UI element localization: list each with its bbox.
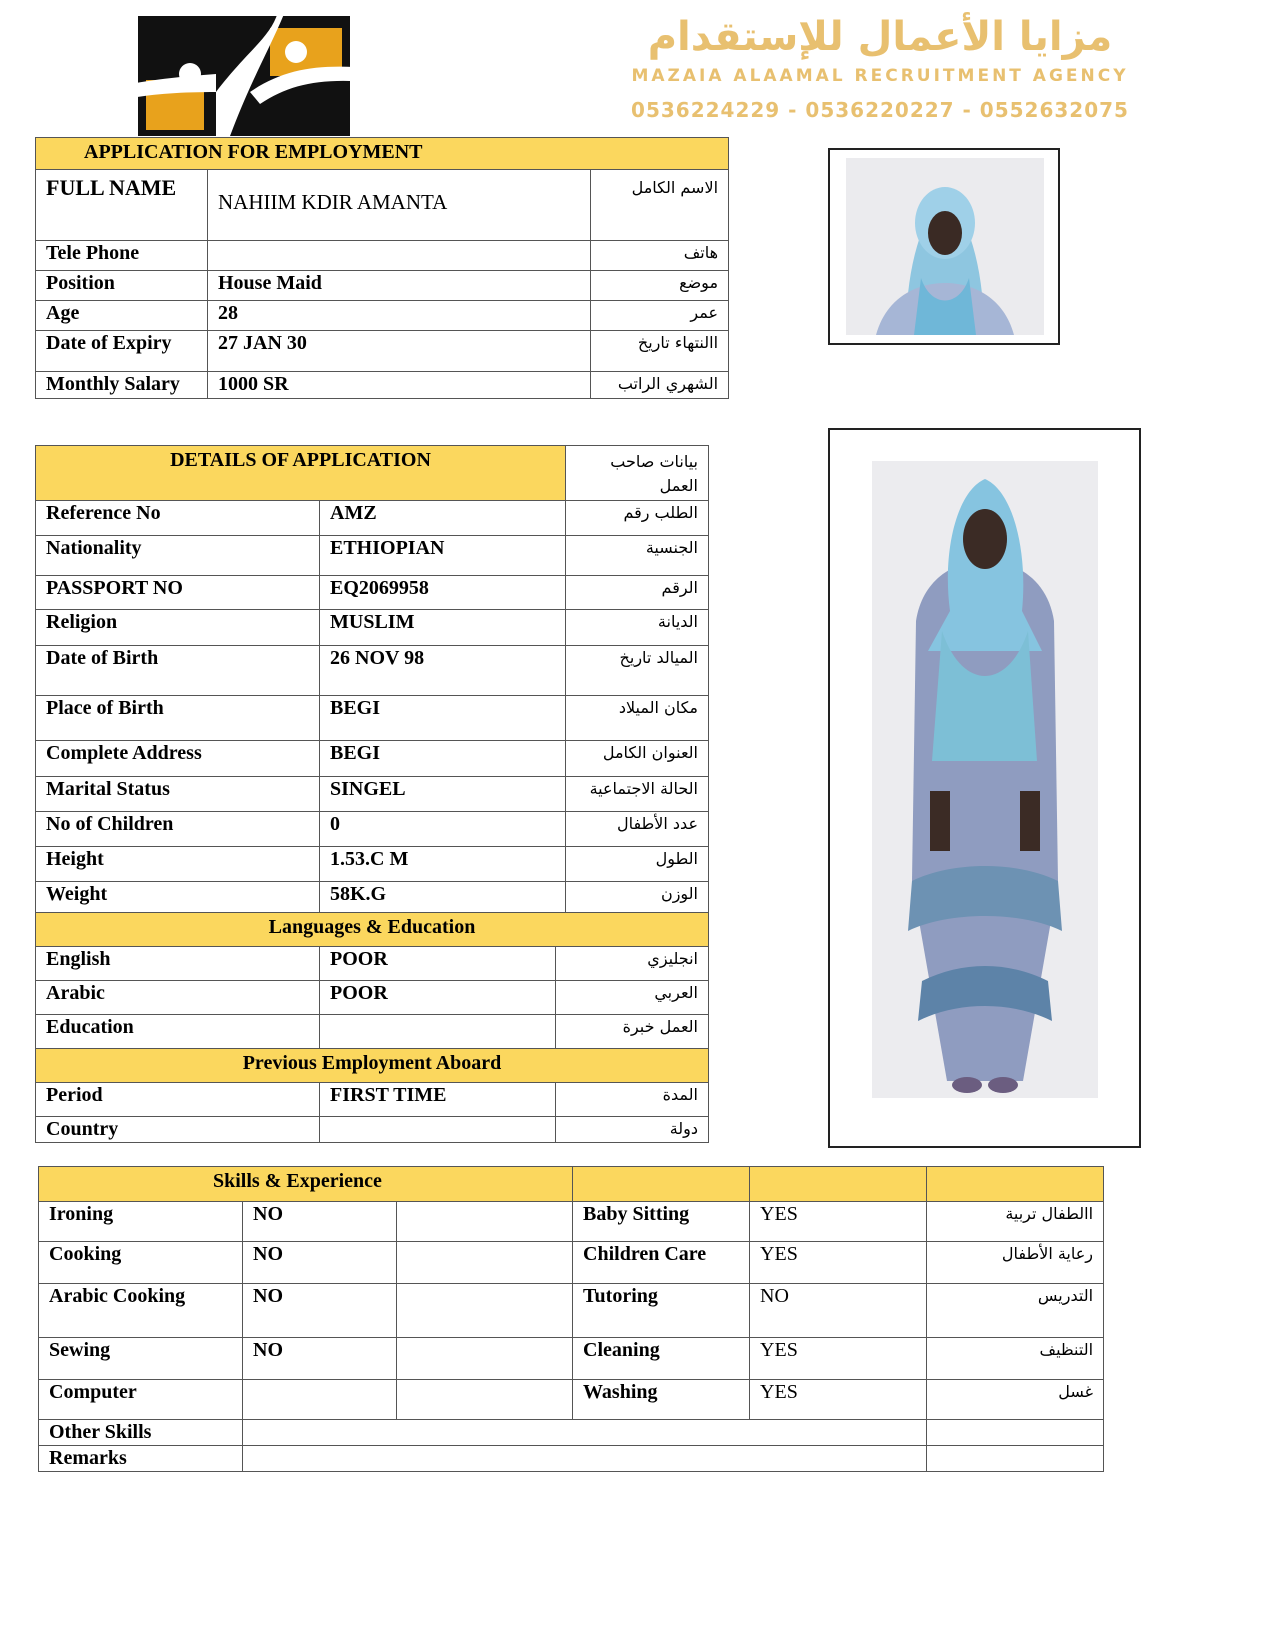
empty-cell — [397, 1380, 573, 1420]
salary-value: 1000 SR — [208, 372, 591, 399]
birth-date-value: 26 NOV 98 — [320, 646, 566, 696]
field-label-arabic: االنتهاء تاريخ — [591, 331, 729, 372]
skills-table — [38, 1166, 1104, 1472]
empty-cell — [927, 1446, 1104, 1472]
field-label: Age — [36, 301, 208, 331]
field-label-arabic: موضع — [591, 271, 729, 301]
table-row — [36, 777, 709, 812]
table-row — [36, 536, 709, 576]
skills-title: Skills & Experience — [39, 1167, 573, 1202]
children-value: 0 — [320, 812, 566, 847]
field-label: Place of Birth — [36, 696, 320, 741]
skill-label: Tutoring — [573, 1284, 750, 1338]
details-title-arabic: بيانات صاحب العمل — [566, 446, 709, 501]
field-label: Country — [36, 1117, 320, 1143]
field-label-arabic: عدد الأطفال — [566, 812, 709, 847]
arabic-value: POOR — [320, 981, 556, 1015]
field-label: Height — [36, 847, 320, 882]
table-row — [36, 1117, 709, 1143]
header-cell — [927, 1167, 1104, 1202]
skill-label-arabic: التدريس — [927, 1284, 1104, 1338]
field-label-arabic: العنوان الكامل — [566, 741, 709, 777]
empty-cell — [397, 1284, 573, 1338]
skill-value: NO — [243, 1202, 397, 1242]
field-label: Marital Status — [36, 777, 320, 812]
field-label-arabic: مكان الميلاد — [566, 696, 709, 741]
field-label: Weight — [36, 882, 320, 917]
full-length-photo — [828, 428, 1141, 1148]
table-row — [36, 1015, 709, 1049]
skill-value: YES — [750, 1202, 927, 1242]
passport-value: EQ2069958 — [320, 576, 566, 610]
skill-value — [243, 1380, 397, 1420]
table-row — [36, 646, 709, 696]
field-label: Nationality — [36, 536, 320, 576]
skill-label: Arabic Cooking — [39, 1284, 243, 1338]
birth-place-value: BEGI — [320, 696, 566, 741]
details-table — [35, 445, 709, 917]
table-row — [39, 1202, 1104, 1242]
position-value: House Maid — [208, 271, 591, 301]
skill-label: Ironing — [39, 1202, 243, 1242]
skill-label: Washing — [573, 1380, 750, 1420]
field-label: Position — [36, 271, 208, 301]
field-label-arabic: الميالد تاريخ — [566, 646, 709, 696]
skill-value: YES — [750, 1242, 927, 1284]
field-label: Date of Birth — [36, 646, 320, 696]
field-label-arabic: الوزن — [566, 882, 709, 917]
previous-employment-title: Previous Employment Aboard — [36, 1049, 709, 1083]
field-label-arabic: الشهري الراتب — [591, 372, 729, 399]
field-label-arabic: انجليزي — [556, 947, 709, 981]
skill-label: Baby Sitting — [573, 1202, 750, 1242]
field-label: Arabic — [36, 981, 320, 1015]
table-row — [36, 576, 709, 610]
skill-label: Children Care — [573, 1242, 750, 1284]
table-row — [39, 1338, 1104, 1380]
table-row — [39, 1420, 1104, 1446]
empty-cell — [397, 1242, 573, 1284]
field-label-arabic: الرقم — [566, 576, 709, 610]
header-cell — [573, 1167, 750, 1202]
address-value: BEGI — [320, 741, 566, 777]
skill-label: Sewing — [39, 1338, 243, 1380]
table-row — [39, 1446, 1104, 1472]
full-name-value: NAHIIM KDIR AMANTA — [208, 170, 591, 241]
period-value: FIRST TIME — [320, 1083, 556, 1117]
field-label: Date of Expiry — [36, 331, 208, 372]
application-table — [35, 137, 729, 399]
table-row — [36, 170, 729, 241]
field-label: Tele Phone — [36, 241, 208, 271]
table-row — [36, 847, 709, 882]
table-row — [36, 301, 729, 331]
table-row — [36, 610, 709, 646]
education-value — [320, 1015, 556, 1049]
age-value: 28 — [208, 301, 591, 331]
field-label-arabic: الطلب رقم — [566, 501, 709, 536]
field-label: Period — [36, 1083, 320, 1117]
field-label: Religion — [36, 610, 320, 646]
table-row — [36, 372, 729, 399]
field-label-arabic: الديانة — [566, 610, 709, 646]
table-row — [36, 1083, 709, 1117]
table-row — [39, 1284, 1104, 1338]
table-row — [36, 947, 709, 981]
marital-value: SINGEL — [320, 777, 566, 812]
table-row — [36, 981, 709, 1015]
field-label: Complete Address — [36, 741, 320, 777]
skill-label-arabic: رعاية الأطفال — [927, 1242, 1104, 1284]
remarks-label: Remarks — [39, 1446, 243, 1472]
weight-value: 58K.G — [320, 882, 566, 917]
field-label: Reference No — [36, 501, 320, 536]
field-label: FULL NAME — [36, 170, 208, 241]
agency-logo — [120, 8, 370, 138]
skill-value: NO — [243, 1242, 397, 1284]
reference-value: AMZ — [320, 501, 566, 536]
nationality-value: ETHIOPIAN — [320, 536, 566, 576]
empty-cell — [397, 1338, 573, 1380]
skill-value: YES — [750, 1380, 927, 1420]
skill-label-arabic: غسل — [927, 1380, 1104, 1420]
field-label: Education — [36, 1015, 320, 1049]
english-value: POOR — [320, 947, 556, 981]
field-label-arabic: الطول — [566, 847, 709, 882]
field-label-arabic: الاسم الكامل — [591, 170, 729, 241]
agency-phones: 0536224229 - 0536220227 - 0552632075 — [631, 98, 1129, 122]
table-row — [39, 1380, 1104, 1420]
field-label-arabic: العربي — [556, 981, 709, 1015]
field-label-arabic: الجنسية — [566, 536, 709, 576]
table-row — [36, 696, 709, 741]
field-label-arabic: عمر — [591, 301, 729, 331]
languages-table — [35, 912, 709, 1143]
skill-value: NO — [750, 1284, 927, 1338]
country-value — [320, 1117, 556, 1143]
telephone-value — [208, 241, 591, 271]
field-label-arabic: العمل خبرة — [556, 1015, 709, 1049]
agency-name-english: MAZAIA ALAAMAL RECRUITMENT AGENCY — [631, 66, 1129, 86]
skill-value: NO — [243, 1338, 397, 1380]
skill-label-arabic: التنظيف — [927, 1338, 1104, 1380]
table-row — [39, 1242, 1104, 1284]
skill-label-arabic: االطفال تربية — [927, 1202, 1104, 1242]
agency-name-arabic: مزايا الأعمال للإستقدام — [647, 14, 1113, 60]
table-row — [36, 741, 709, 777]
skill-label: Cooking — [39, 1242, 243, 1284]
table-row — [36, 812, 709, 847]
field-label-arabic: دولة — [556, 1117, 709, 1143]
field-label: PASSPORT NO — [36, 576, 320, 610]
skill-label: Cleaning — [573, 1338, 750, 1380]
field-label-arabic: هاتف — [591, 241, 729, 271]
skill-value: NO — [243, 1284, 397, 1338]
empty-cell — [397, 1202, 573, 1242]
table-row — [36, 271, 729, 301]
other-skills-value — [243, 1420, 927, 1446]
field-label-arabic: المدة — [556, 1083, 709, 1117]
skill-value: YES — [750, 1338, 927, 1380]
table-row — [36, 501, 709, 536]
languages-title: Languages & Education — [36, 913, 709, 947]
expiry-value: 27 JAN 30 — [208, 331, 591, 372]
religion-value: MUSLIM — [320, 610, 566, 646]
header-cell — [750, 1167, 927, 1202]
empty-cell — [927, 1420, 1104, 1446]
table-row — [36, 241, 729, 271]
remarks-value — [243, 1446, 927, 1472]
portrait-photo — [828, 148, 1060, 345]
table-row — [36, 331, 729, 372]
height-value: 1.53.C M — [320, 847, 566, 882]
details-title: DETAILS OF APPLICATION — [36, 446, 566, 501]
field-label: English — [36, 947, 320, 981]
other-skills-label: Other Skills — [39, 1420, 243, 1446]
field-label-arabic: الحالة الاجتماعية — [566, 777, 709, 812]
field-label: No of Children — [36, 812, 320, 847]
application-title: APPLICATION FOR EMPLOYMENT — [36, 138, 729, 170]
field-label: Monthly Salary — [36, 372, 208, 399]
skill-label: Computer — [39, 1380, 243, 1420]
